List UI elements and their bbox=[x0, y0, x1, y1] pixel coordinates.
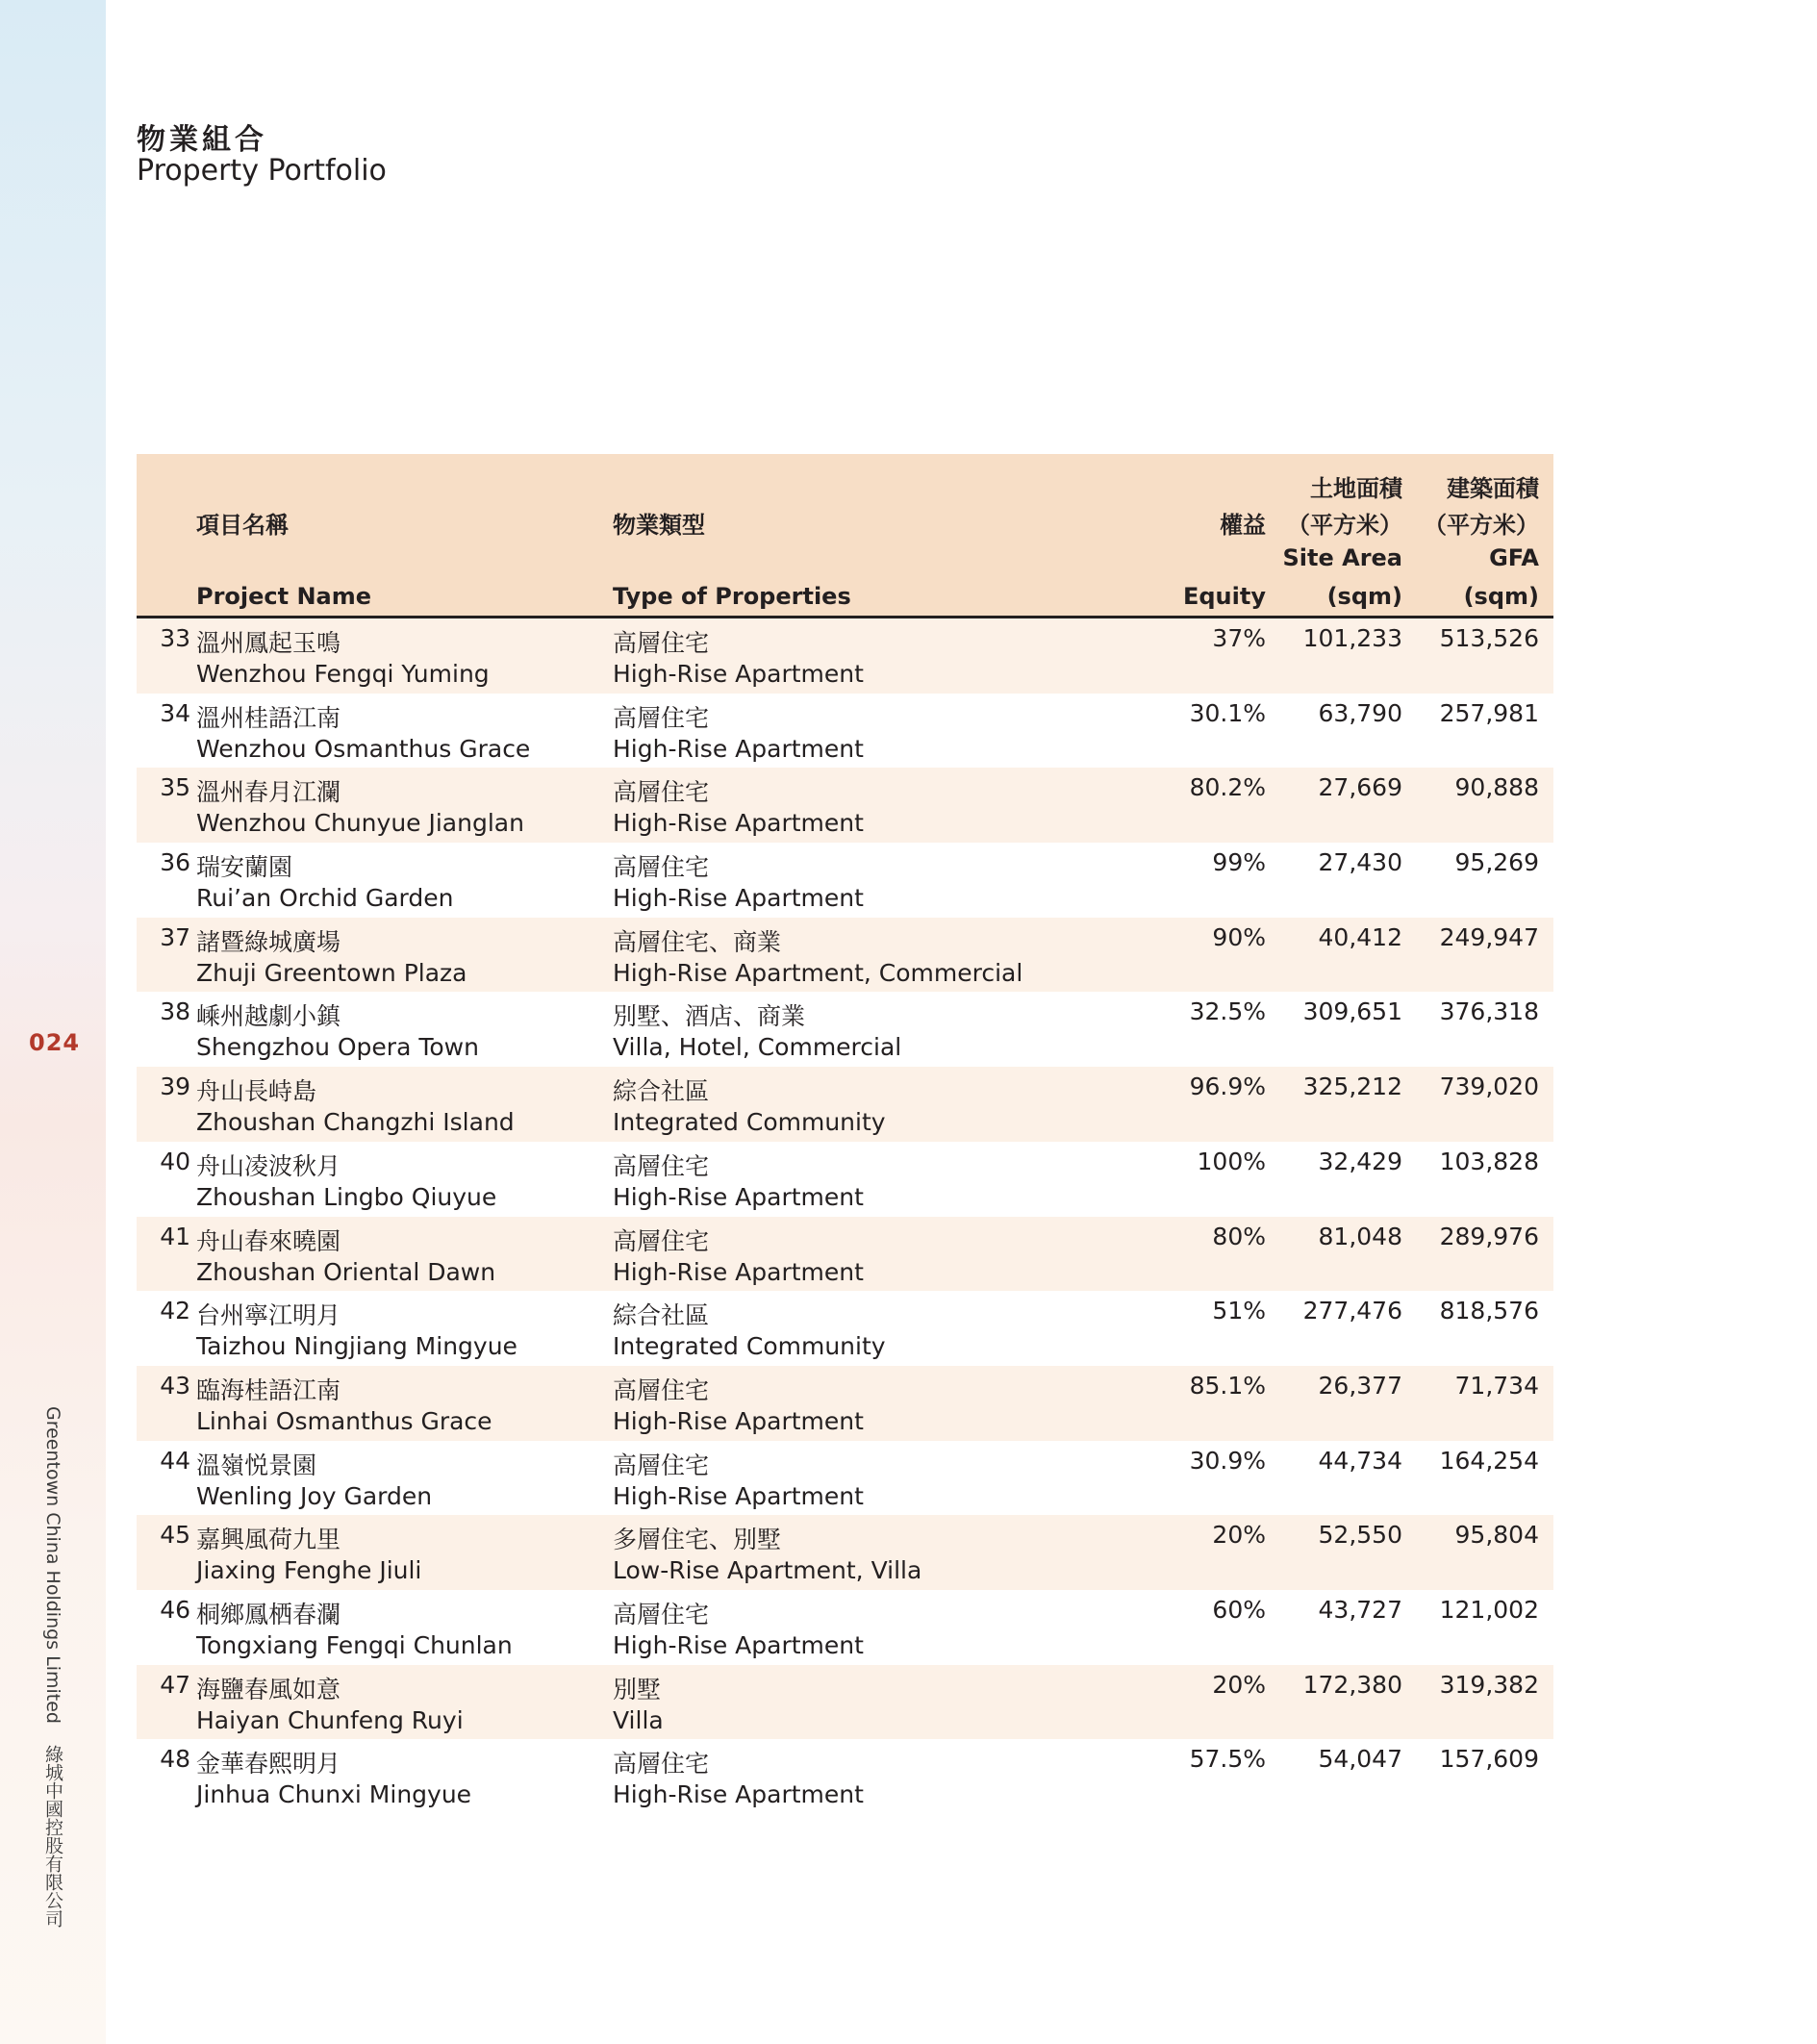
property-type-zh: 高層住宅 bbox=[613, 778, 710, 807]
gfa-value: 818,576 bbox=[1439, 1297, 1539, 1325]
property-type-zh: 高層住宅 bbox=[613, 629, 710, 657]
site-area-value: 81,048 bbox=[1318, 1222, 1402, 1250]
table-row bbox=[137, 1067, 1553, 1142]
property-type-en: Integrated Community bbox=[613, 1108, 886, 1137]
project-name-zh: 台州寧江明月 bbox=[196, 1301, 341, 1330]
gfa-value: 157,609 bbox=[1439, 1745, 1539, 1774]
property-type-en: Integrated Community bbox=[613, 1332, 886, 1361]
property-type-en: High-Rise Apartment bbox=[613, 884, 864, 913]
row-number: 47 bbox=[160, 1670, 190, 1699]
table-row bbox=[137, 1515, 1553, 1590]
project-name-zh: 溫州鳳起玉鳴 bbox=[196, 629, 341, 657]
project-name-zh: 溫州桂語江南 bbox=[196, 703, 341, 732]
table-row bbox=[137, 694, 1553, 769]
site-area-value: 40,412 bbox=[1318, 922, 1402, 951]
table-body bbox=[137, 618, 1553, 1814]
property-type-en: High-Rise Apartment, Commercial bbox=[613, 958, 1023, 987]
property-type-zh: 高層住宅 bbox=[613, 1451, 710, 1479]
project-name-zh: 海鹽春風如意 bbox=[196, 1675, 341, 1703]
row-number: 39 bbox=[160, 1072, 190, 1101]
equity-value: 20% bbox=[1212, 1670, 1266, 1699]
project-name-zh: 諸暨綠城廣場 bbox=[196, 927, 341, 956]
project-name-zh: 舟山凌波秋月 bbox=[196, 1151, 341, 1180]
row-number: 34 bbox=[160, 698, 190, 727]
row-number: 40 bbox=[160, 1147, 190, 1175]
project-name-en: Zhoushan Changzhi Island bbox=[196, 1108, 515, 1137]
property-type-zh: 高層住宅 bbox=[613, 1600, 710, 1628]
project-name-en: Taizhou Ningjiang Mingyue bbox=[196, 1332, 517, 1361]
project-name-en: Wenling Joy Garden bbox=[196, 1481, 433, 1510]
property-type-zh: 多層住宅、別墅 bbox=[613, 1526, 782, 1554]
table-row bbox=[137, 1217, 1553, 1292]
row-number: 35 bbox=[160, 773, 190, 802]
property-type-zh: 綜合社區 bbox=[613, 1301, 710, 1330]
equity-value: 51% bbox=[1212, 1297, 1266, 1325]
property-type-en: Villa bbox=[613, 1705, 664, 1734]
project-name-en: Zhuji Greentown Plaza bbox=[196, 958, 467, 987]
project-name-zh: 桐鄉鳳栖春瀾 bbox=[196, 1600, 341, 1628]
gfa-value: 90,888 bbox=[1454, 773, 1539, 802]
property-type-en: High-Rise Apartment bbox=[613, 660, 864, 688]
header-type-en: Type of Properties bbox=[613, 583, 851, 610]
header-site-en2: (sqm) bbox=[1326, 583, 1402, 610]
equity-value: 99% bbox=[1212, 848, 1266, 877]
project-name-zh: 溫嶺悦景園 bbox=[196, 1451, 317, 1479]
property-type-en: High-Rise Apartment bbox=[613, 1481, 864, 1510]
gfa-value: 289,976 bbox=[1439, 1222, 1539, 1250]
site-area-value: 44,734 bbox=[1318, 1446, 1402, 1475]
table-row bbox=[137, 1291, 1553, 1366]
equity-value: 32.5% bbox=[1189, 997, 1266, 1026]
gfa-value: 103,828 bbox=[1439, 1147, 1539, 1175]
property-type-en: High-Rise Apartment bbox=[613, 809, 864, 838]
equity-value: 90% bbox=[1212, 922, 1266, 951]
property-type-en: High-Rise Apartment bbox=[613, 734, 864, 763]
table-row bbox=[137, 1739, 1553, 1814]
equity-value: 85.1% bbox=[1189, 1371, 1266, 1400]
row-number: 48 bbox=[160, 1745, 190, 1774]
site-area-value: 277,476 bbox=[1302, 1297, 1402, 1325]
gfa-value: 164,254 bbox=[1439, 1446, 1539, 1475]
row-number: 46 bbox=[160, 1595, 190, 1624]
header-gfa-en2: (sqm) bbox=[1463, 583, 1539, 610]
table-row bbox=[137, 918, 1553, 993]
property-type-zh: 別墅 bbox=[613, 1675, 662, 1703]
gfa-value: 513,526 bbox=[1439, 624, 1539, 652]
property-type-zh: 高層住宅 bbox=[613, 703, 710, 732]
property-type-zh: 別墅、酒店、商業 bbox=[613, 1002, 806, 1031]
equity-value: 100% bbox=[1197, 1147, 1266, 1175]
site-area-value: 54,047 bbox=[1318, 1745, 1402, 1774]
gfa-value: 739,020 bbox=[1439, 1072, 1539, 1101]
project-name-en: Shengzhou Opera Town bbox=[196, 1033, 479, 1062]
property-type-zh: 高層住宅 bbox=[613, 853, 710, 882]
row-number: 45 bbox=[160, 1521, 190, 1550]
row-number: 43 bbox=[160, 1371, 190, 1400]
table-row bbox=[137, 843, 1553, 918]
gfa-value: 95,269 bbox=[1454, 848, 1539, 877]
row-number: 37 bbox=[160, 922, 190, 951]
project-name-zh: 舟山長峙島 bbox=[196, 1077, 317, 1106]
equity-value: 20% bbox=[1212, 1521, 1266, 1550]
equity-value: 80.2% bbox=[1189, 773, 1266, 802]
table-row bbox=[137, 1590, 1553, 1665]
property-type-en: High-Rise Apartment bbox=[613, 1630, 864, 1659]
property-type-en: High-Rise Apartment bbox=[613, 1406, 864, 1435]
gfa-value: 95,804 bbox=[1454, 1521, 1539, 1550]
header-site-en1: Site Area bbox=[1282, 544, 1402, 571]
gfa-value: 257,981 bbox=[1439, 698, 1539, 727]
header-site-zh1: 土地面積 bbox=[1310, 475, 1402, 502]
row-number: 33 bbox=[160, 624, 190, 652]
table-header bbox=[137, 454, 1553, 618]
site-area-value: 43,727 bbox=[1318, 1595, 1402, 1624]
property-type-zh: 綜合社區 bbox=[613, 1077, 710, 1106]
project-name-en: Haiyan Chunfeng Ruyi bbox=[196, 1705, 464, 1734]
table-row bbox=[137, 1366, 1553, 1441]
equity-value: 57.5% bbox=[1189, 1745, 1266, 1774]
site-area-value: 27,430 bbox=[1318, 848, 1402, 877]
site-area-value: 52,550 bbox=[1318, 1521, 1402, 1550]
table-row bbox=[137, 1665, 1553, 1740]
row-number: 41 bbox=[160, 1222, 190, 1250]
equity-value: 37% bbox=[1212, 624, 1266, 652]
project-name-en: Rui’an Orchid Garden bbox=[196, 884, 454, 913]
table-row bbox=[137, 992, 1553, 1067]
project-name-en: Jiaxing Fenghe Jiuli bbox=[196, 1556, 422, 1585]
site-area-value: 27,669 bbox=[1318, 773, 1402, 802]
header-gfa-en1: GFA bbox=[1489, 544, 1539, 571]
property-type-en: Villa, Hotel, Commercial bbox=[613, 1033, 902, 1062]
equity-value: 30.9% bbox=[1189, 1446, 1266, 1475]
header-gfa-zh1: 建築面積 bbox=[1447, 475, 1539, 502]
equity-value: 80% bbox=[1212, 1222, 1266, 1250]
equity-value: 30.1% bbox=[1189, 698, 1266, 727]
project-name-zh: 金華春熙明月 bbox=[196, 1750, 341, 1779]
site-area-value: 32,429 bbox=[1318, 1147, 1402, 1175]
project-name-zh: 嘉興風荷九里 bbox=[196, 1526, 341, 1554]
property-type-en: High-Rise Apartment bbox=[613, 1780, 864, 1809]
project-name-zh: 嵊州越劇小鎮 bbox=[196, 1002, 341, 1031]
company-name-zh: 綠城中國控股有限公司 bbox=[42, 1744, 63, 1928]
header-name-zh: 項目名稱 bbox=[196, 512, 289, 539]
project-name-zh: 舟山春來曉園 bbox=[196, 1226, 341, 1255]
gfa-value: 376,318 bbox=[1439, 997, 1539, 1026]
company-name-vertical bbox=[40, 1406, 66, 1928]
table-row bbox=[137, 1441, 1553, 1516]
property-type-zh: 高層住宅 bbox=[613, 1151, 710, 1180]
project-name-zh: 瑞安蘭園 bbox=[196, 853, 293, 882]
gfa-value: 71,734 bbox=[1454, 1371, 1539, 1400]
project-name-zh: 臨海桂語江南 bbox=[196, 1375, 341, 1404]
project-name-zh: 溫州春月江瀾 bbox=[196, 778, 341, 807]
header-name-en: Project Name bbox=[196, 583, 372, 610]
company-name-en: Greentown China Holdings Limited bbox=[42, 1406, 63, 1724]
project-name-en: Tongxiang Fengqi Chunlan bbox=[196, 1630, 513, 1659]
header-site-zh2: （平方米） bbox=[1287, 512, 1402, 539]
project-name-en: Linhai Osmanthus Grace bbox=[196, 1406, 492, 1435]
site-area-value: 325,212 bbox=[1302, 1072, 1402, 1101]
gfa-value: 249,947 bbox=[1439, 922, 1539, 951]
equity-value: 60% bbox=[1212, 1595, 1266, 1624]
project-name-en: Zhoushan Lingbo Qiuyue bbox=[196, 1182, 497, 1211]
table-row bbox=[137, 768, 1553, 843]
project-name-en: Jinhua Chunxi Mingyue bbox=[196, 1780, 472, 1809]
property-type-zh: 高層住宅、商業 bbox=[613, 927, 782, 956]
row-number: 42 bbox=[160, 1297, 190, 1325]
header-gfa-zh2: （平方米） bbox=[1424, 512, 1539, 539]
project-name-en: Wenzhou Fengqi Yuming bbox=[196, 660, 490, 688]
equity-value: 96.9% bbox=[1189, 1072, 1266, 1101]
header-type-zh: 物業類型 bbox=[613, 512, 705, 539]
page-number: 024 bbox=[29, 1029, 81, 1056]
property-type-zh: 高層住宅 bbox=[613, 1226, 710, 1255]
site-area-value: 172,380 bbox=[1302, 1670, 1402, 1699]
property-type-en: High-Rise Apartment bbox=[613, 1257, 864, 1286]
table-row bbox=[137, 618, 1553, 694]
property-type-en: High-Rise Apartment bbox=[613, 1182, 864, 1211]
gfa-value: 121,002 bbox=[1439, 1595, 1539, 1624]
gfa-value: 319,382 bbox=[1439, 1670, 1539, 1699]
project-name-en: Zhoushan Oriental Dawn bbox=[196, 1257, 496, 1286]
row-number: 38 bbox=[160, 997, 190, 1026]
site-area-value: 101,233 bbox=[1302, 624, 1402, 652]
project-name-en: Wenzhou Osmanthus Grace bbox=[196, 734, 531, 763]
property-type-zh: 高層住宅 bbox=[613, 1375, 710, 1404]
site-area-value: 26,377 bbox=[1318, 1371, 1402, 1400]
project-name-en: Wenzhou Chunyue Jianglan bbox=[196, 809, 524, 838]
property-type-zh: 高層住宅 bbox=[613, 1750, 710, 1779]
row-number: 36 bbox=[160, 848, 190, 877]
row-number: 44 bbox=[160, 1446, 190, 1475]
property-table bbox=[137, 454, 1553, 1814]
property-type-en: Low-Rise Apartment, Villa bbox=[613, 1556, 922, 1585]
page-title-en: Property Portfolio bbox=[137, 154, 387, 188]
header-equity-en: Equity bbox=[1182, 583, 1266, 610]
header-equity-zh: 權益 bbox=[1220, 512, 1266, 539]
table-row bbox=[137, 1142, 1553, 1217]
site-area-value: 63,790 bbox=[1318, 698, 1402, 727]
site-area-value: 309,651 bbox=[1302, 997, 1402, 1026]
page-title-zh: 物業組合 bbox=[137, 123, 267, 157]
